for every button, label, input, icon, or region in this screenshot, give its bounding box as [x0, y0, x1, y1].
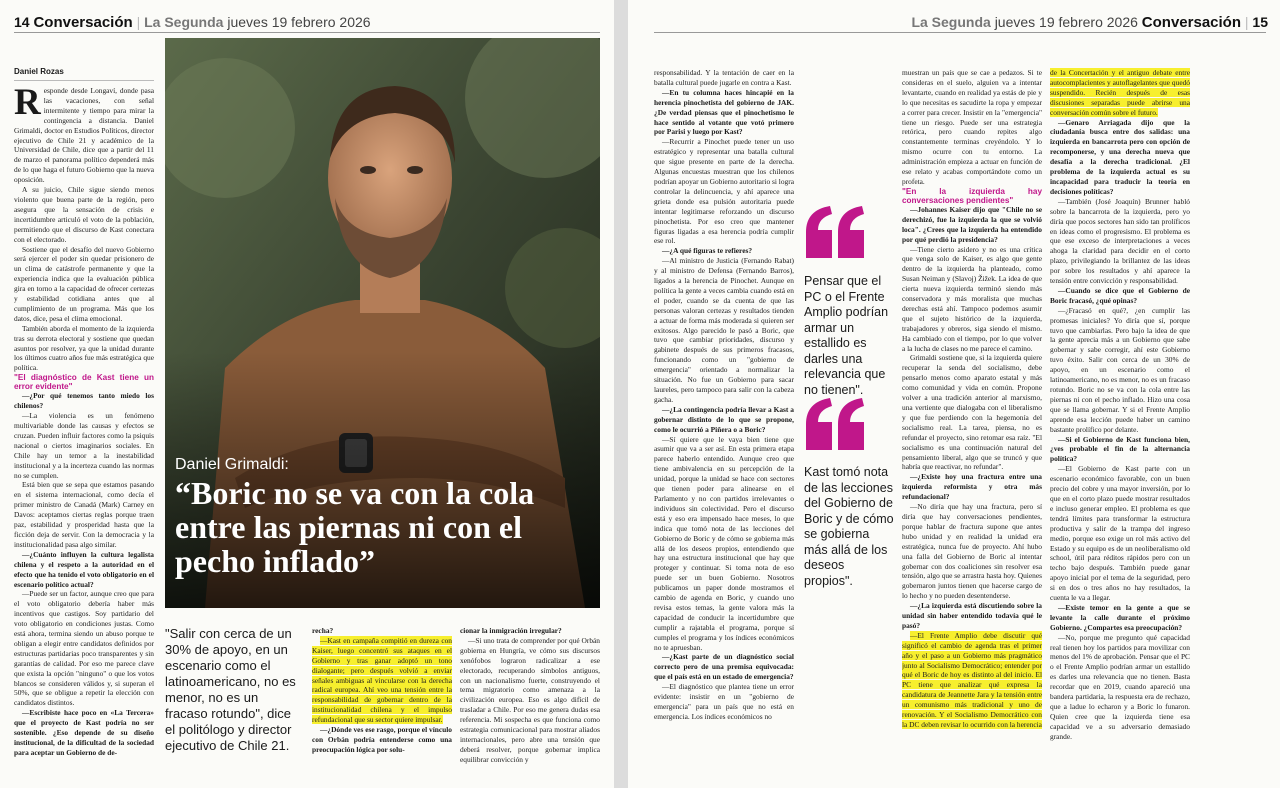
interview-answer: —La violencia es un fenómeno multivariable donde las causas y efectos se cruzan. Pueden influir factores como la psiquis nacional o ciertos imaginarios sociales. En Chile hay un temor a la inestabilidad institucional y a la incerteza cuando las normas no se cumplen. — [14, 411, 154, 480]
page-folio-left: 14 Conversación | La Segunda jueves 19 febrero 2026 — [14, 14, 371, 31]
quote-mark-icon — [804, 204, 866, 260]
interview-answer: —Recurrir a Pinochet puede tener un uso estratégico y representar una batalla cultural que sigue presente en parte de la derecha. Algunas encuestas muestran que los chilenos podrían apoyar un Gobierno autoritario si logra controlar la delincuencia, y ahí aparece una grieta donde esa pulsión autoritaria puede intentar legitimarse reforzando un discurso pinochetista. Por eso creo que mantener figuras ligadas a esa herencia podría cumplir ese rol. — [654, 137, 794, 246]
body-paragraph: Grimaldi sostiene que, si la izquierda quiere recuperar la senda del socialismo, debe pensarlo menos como aparato estatal y más como comunidad y vida en común. Propone volver a una tradición anterior al marxismo, una vertiente que dialogaba con el liberalismo y que fue perdiendo con la hegemonía del socialismo real. La tarea, piensa, no es refundar el proyecto, sino retomar esa raíz. "El socialismo es una continuación natural del pensamiento liberal, algo que se truncó y que habría que reactivar, no refundar". — [902, 353, 1042, 472]
highlighted-answer: —Kast en campaña compitió en dureza con Kaiser, luego concentró sus ataques en el Gobierno y tras ganar adoptó un tono dialogante; pero después volvió a enviar señales ambiguas al vincularse con la derecha radical europea. Ahí veo una tensión entre la responsabilidad de gobernar dentro de la institucionalidad chilena y el impulso refundacional que su sector quiere impulsar. — [312, 635, 452, 725]
page-number: 15 — [1252, 14, 1268, 30]
pull-quote: Kast tomó nota de las lecciones del Gobierno de Boric y de cómo se gobierna más allá de los deseos propios". — [804, 465, 894, 588]
article-column-a — [654, 68, 794, 778]
interview-answer: Está bien que se sepa que estamos pasando en el sistema internacional, como decía el primer ministro de Canadá (Mark) Carney en Davos: aceptamos ciertas reglas porque traen paz, estabilidad y prosperidad hasta que la ficción deja de servir. Con la democracia y la institucionalidad pasa algo similar. — [14, 480, 154, 549]
interview-answer: —No, porque me pregunto qué capacidad real tienen hoy los partidos para movilizar con menos del 1% de aprobación. Pensar que el PC o el Frente Amplio podrían armar un estallido es darles una relevancia que no tienen. Basta recordar que en 2019, cuando apareció una bandera partidaria, la respuesta era de rechazo, que a ladue lo echaron y a Boric lo funaron. Quien cree que la izquierda tiene esa capacidad ve a su adversario demasiado grande. — [1050, 632, 1190, 741]
pull-quote: "Salir con cerca de un 30% de apoyo, en un escenario como el latinoamericano, no es menor, no es un fracaso rotundo", dice el politólogo y director ejecutivo de Chile 21. — [165, 626, 296, 753]
interview-answer: —No diría que hay una fractura, pero sí diría que hay conversaciones pendientes, porque hablar de fractura supone que antes hubo unidad y en realidad la unidad era estratégica, nunca fue de proyecto. Ahí hubo una falla del Gobierno de Boric al intentar gobernar con dos coaliciones sin resolver esa tensión, algo que se arrastra hasta hoy. Quienes gobernaron juntos tienen que hacerse cargo de lo hecho y no pueden desentenderse. — [902, 502, 1042, 601]
interview-answer: —Al ministro de Justicia (Fernando Rabat) y al ministro de Defensa (Fernando Barros), ligados a la herencia de Pinochet. Aunque en política la gente a veces cambia cuando está en el poder, cuando se da cuenta de que las personas valoran certezas y resultados tienden a actuar de forma más moderada si quieren ser exitosos. Algo parecido le pasó a Boric, que tuvo que cambiar prioridades, discurso y gabinete después de sus primeros fracasos, funcionando como un "gobierno de emergencia" orientado a normalizar la situación. No fue un Gobierno para sacar laureles, pero tampoco para salir con la cabeza gacha. — [654, 256, 794, 404]
interview-question: —¿Cuánto influyen la cultura legalista chilena y el respeto a la autoridad en el efecto que ha tenido el voto obligatorio en el escenario político actual? — [14, 549, 154, 589]
headline: “Boric no se va con la cola entre las piernas ni con el pecho inflado” — [175, 475, 535, 579]
article-column-c — [1050, 68, 1190, 778]
byline: Daniel Rozas — [14, 67, 64, 76]
interview-question: —Cuando se dice que el Gobierno de Boric fracasó, ¿qué opinas? — [1050, 285, 1190, 305]
body-paragraph: A su juicio, Chile sigue siendo menos violento que buena parte de la región, pero asegura que la sensación de crisis e incertidumbre articuló el voto de la población, permitiendo que el discurso de Kast conectara con el electorado. — [14, 185, 154, 244]
interview-question: —En tu columna haces hincapié en la herencia pinochetista del gobierno de JAK. ¿De verdad piensas que el pinochetismo le hace sentido al votante que votó primero por Parisi y luego por Kast? — [654, 87, 794, 137]
body-paragraph: También aborda el momento de la izquierda tras su derrota electoral y sostiene que quedan asuntos por resolver, ya que la unidad durante los últimos cuatro años fue más estratégica que política. — [14, 323, 154, 373]
drop-cap: R — [14, 86, 41, 123]
page-number: 14 — [14, 14, 30, 30]
interview-question: —¿Por qué tenemos tanto miedo los chilenos? — [14, 391, 154, 411]
article-column-b — [902, 68, 1042, 778]
interview-question: —¿Existe hoy una fractura entre una izquierda reformista y otra más refundacional? — [902, 472, 1042, 502]
highlighted-answer: de la Concertación y el antiguo debate entre autocomplacientes y autoflagelantes que quedó suspendido. Recién después de esas discusiones separadas puede abrirse una conversación común sobre el futuro. — [1050, 68, 1190, 117]
interview-question: —¿A qué figuras te refieres? — [662, 246, 753, 256]
interview-question: —¿La izquierda está discutiendo sobre la unidad sin haber entendido todavía qué le pasó? — [902, 601, 1042, 630]
publication-name: La Segunda — [911, 14, 991, 30]
headline-block — [175, 456, 595, 578]
byline-rule — [14, 80, 154, 81]
interview-question: —Existe temor en la gente a que se levante la calle durante el próximo Gobierno. ¿Compartes esa preocupación? — [1050, 602, 1190, 632]
interview-question: —¿La contingencia podría llevar a Kast a gobernar distinto de lo que se propone, como le ocurrió a Piñera o a Boric? — [654, 404, 794, 434]
publication-name: La Segunda — [144, 14, 224, 30]
body-paragraph: Sostiene que el desafío del nuevo Gobierno será ejercer el poder sin quedar prisionero de un clima de catástrofe permanente y que la experiencia indica que la evaluación pública gira en torno a la capacidad de ofrecer certezas y estabilidad cotidiana antes que al cumplimiento de un programa. Más que los datos, dice, pesa el clima emocional. — [14, 244, 154, 323]
body-paragraph: responsabilidad. Y la tentación de caer en la batalla cultural puede jugarle en contra a Kast. — [654, 68, 794, 87]
interview-question: —Escribiste hace poco en «La Tercera» que el proyecto de Kast podría no ser sostenible. ¿Eso depende de su diseño institucional, de la dificultad de la sociedad para aceptar un Gobierno de de- — [14, 708, 154, 757]
interview-answer: —Puede ser un factor, aunque creo que para el voto obligatorio debería haber más incentivos que castigos. Soy partidario del voto obligatorio en condiciones justas. Como está ahora, termina siendo un abuso porque te obligan a elegir entre candidatos definidos por estructuras partidarias poco transparentes y sin garantías de calidad. Por eso me parece clave que exista la opción "ninguno" o que los votos blancos se consideren válidos y, si superan el 50%, que se obligue a repetir la elección con candidatos distintos. — [14, 589, 154, 708]
right-page — [628, 0, 1280, 788]
interview-answer: —Si uno trata de comprender por qué Orbán gobierna en Hungría, ve cómo sus discursos xenófobos lograron radicalizar a ese electorado, recuperando símbolos antiguos, con un nacionalismo fuerte, construyendo el tema migratorio como amenaza a la civilización europea. Eso es algo difícil de trasladar a Chile. Por eso me genera dudas esa referencia. Mi sospecha es que funciona como estrategia comunicacional para mostrar aliados internacionales, pero abre una tensión que deberá resolver, porque gobernar implica equilibrar convicción y — [460, 635, 600, 764]
interview-question: —¿Dónde ves ese rasgo, porque el vínculo con Orbán podría entenderse como una preocupación lógica por solu- — [312, 725, 452, 754]
header-rule — [14, 32, 600, 33]
intro-paragraph: esponde desde Longaví, donde pasa las vacaciones, con señal intermitente y tiempo para mirar la contingencia a distancia. Daniel Grimaldi, doctor en Estudios Políticos, director ejecutivo de Chile 21 y académico de la Universidad de Chile, dice que a partir del 11 de marzo el panorama político dependerá más de lo que haga el futuro Gobierno que la nueva oposición. — [14, 86, 154, 185]
page-folio-right: La Segunda jueves 19 febrero 2026 Conversación | 15 — [911, 14, 1268, 31]
interview-question: —Si el Gobierno de Kast funciona bien, ¿ves probable el fin de la alternancia política? — [1050, 434, 1190, 464]
subheading: "En la izquierda hay conversaciones pendientes" — [902, 186, 1042, 205]
interviewee-name: Daniel Grimaldi: — [175, 456, 289, 473]
section-name: Conversación — [1141, 14, 1241, 31]
interview-question: cionar la inmigración irregular? — [460, 626, 562, 635]
interview-answer: —¿Fracasó en qué?, ¿en cumplir las promesas iniciales? Yo diría que sí, porque tuvo que cambiarlas. Pero bajo la idea de que la gente aprecia más a un Gobierno que sabe gobernar y sabe corregir, ahí este Gobierno tuvo éxito. Salir con cerca de un 30% de apoyo, en un escenario como el latinoamericano, no es menor, no es un fracaso rotundo. Boric no se va con la cola entre las piernas ni con el pecho inflado. Hizo una cosa que se llama gobernar. Y si el Frente Amplio aprende esa lección puede haber un camino bastante prolífico por delante. — [1050, 305, 1190, 434]
issue-date: jueves 19 febrero 2026 — [994, 14, 1138, 30]
interview-answer: —El Gobierno de Kast parte con un escenario económico favorable, con un buen precio del cobre y una mayor inversión, por lo que en el corto plazo puede mostrar resultados e incluso generar empleo. El problema es que tendrá límites para transformar la estructura productiva y salir de la trampa del ingreso medio, porque eso exige un rol más activo del Estado y su equipo es de un neoliberalismo old school, útil para réditos rápidos pero con un techo bajo después. También puede ganar apoyo inicial por el tema de la seguridad, pero si en dos o tres años no hay resultados, la cuenta le va a llegar. — [1050, 464, 1190, 603]
header-rule — [654, 32, 1266, 33]
quote-mark-icon — [804, 396, 866, 452]
interview-question: —Johannes Kaiser dijo que "Chile no se derechizó, fue la izquierda la que se volvió loca". ¿Crees que la izquierda ha entendido por qué perdió la presidencia? — [902, 204, 1042, 244]
article-column-1 — [14, 86, 154, 776]
subheading: "El diagnóstico de Kast tiene un error evidente" — [14, 373, 154, 392]
interview-answer: —El diagnóstico que plantea tiene un error evidente: insistir en un "gobierno de emergencia" para un país que no está en emergencia. Los índices económicos no — [654, 682, 794, 721]
article-column-3 — [312, 626, 452, 776]
interview-answer: —También (José Joaquín) Brunner habló sobre la bancarrota de la izquierda, pero yo diría que pocos sectores han sido tan prolíficos en ideas como el progresismo. El problema es que ese exceso de interpretaciones a veces ahoga la claridad para decidir en el corto plazo, privilegiando la brillantez de las ideas por sobre los resultados y ahí aparece la tensión entre convicción y responsabilidad. — [1050, 196, 1190, 286]
section-name: Conversación — [33, 14, 133, 31]
interview-answer: —Sí quiere que le vaya bien tiene que asumir que va a ser así. En esta primera etapa parece haberlo entendido. Aunque creo que tiene ambivalencia en su percepción de la unidad, porque la unidad se hace con sectores que tienen poder para alinearse en el Parlamento y no con partidos irrelevantes o individuos sin colectividad. Pero el discurso está y eso era impensado hace meses, lo que indica que tomó nota de las lecciones del Gobierno de Boric y de cómo se gobierna más allá de los deseos propios, entendiendo que hay una estructura institucional que hay que proteger y continuar. Si toma nota de eso puede ser un buen Gobierno. Nosotros publicamos un paper donde mostramos el cambio de agenda en Boric, y cuando uno revisa estos temas, la gente valora más la capacidad de conducir la incertidumbre que cumplir a rajatabla el programa, porque sí cumples el programa y los índices económicos no te apruesban. — [654, 434, 794, 652]
article-column-4 — [460, 626, 600, 776]
highlighted-answer: —El Frente Amplio debe discutir qué significó el cambio de agenda tras el primer año y el paso a un Gobierno más pragmático junto al Socialismo Democrático; entender por qué el Boric de hoy es distinto al del inicio. El PC tiene que analizar qué expresa la candidatura de Jeannette Jara y la tensión entre un comunismo más tradicional y uno de renovación. Y el Socialismo Democrático con la DC deben revisar lo ocurrido con la herencia — [902, 630, 1042, 729]
body-paragraph: muestran un país que se cae a pedazos. Si te consideras en el suelo, alguien va a intentar levantarte, cuando en realidad ya estás de pie y lo que necesitas es sacudirte la ropa y empezar a correr para crecer. Insistir en la "emergencia" tiene un riesgo. Puede ser una estrategia retórica, pero cuando repites algo constantemente terminas creyéndolo. Y lo mismo ocurre con tu entorno. La administración empieza a actuar en función de ese relato y acabas comportándote como un profeta. — [902, 68, 1042, 186]
interview-question: recha? — [312, 626, 334, 635]
left-page — [0, 0, 614, 788]
pull-quote: Pensar que el PC o el Frente Amplio podrían armar un estallido es darles una relevancia que no tienen". — [804, 274, 889, 397]
interview-question: —¿Kast parte de un diagnóstico social correcto pero de una premisa equivocada: que el país está en un estado de emergencia? — [654, 652, 794, 682]
issue-date: jueves 19 febrero 2026 — [227, 14, 371, 30]
interview-answer: —Tiene cierto asidero y no es una crítica que venga solo de Kaiser, es algo que gente dentro de la izquierda ha planteado, como Susan Neiman y (Slavoj) Žižek. La idea de que cierta nueva izquierda terminó siendo más conservadora y más moralista que muchas derechas está ahí. Tampoco podemos asumir que el sujeto histórico de la izquierda, trabajadores y obreros, siga siendo el mismo. Ha cambiado con el tiempo, por lo que volver a la lucha de clases no me parece el camino. — [902, 244, 1042, 353]
interview-question: —Genaro Arriagada dijo que la ciudadanía busca entre dos salidas: una izquierda en bancarrota pero con opción de recomponerse, y una derecha nueva que desafía a la derecha tradicional. ¿El problema de la izquierda actual es su incapacidad para traducir la teoría en decisiones políticas? — [1050, 117, 1190, 196]
